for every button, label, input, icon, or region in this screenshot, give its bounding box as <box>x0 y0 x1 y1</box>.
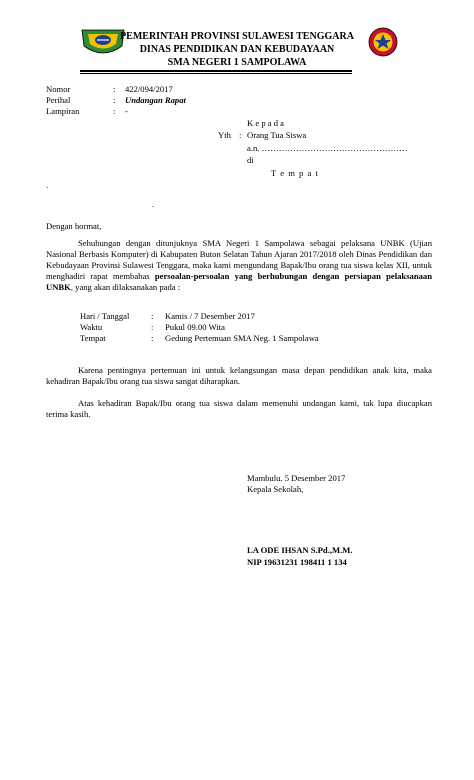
schedule-label: Hari / Tanggal <box>80 311 130 321</box>
perihal-colon: : <box>113 95 116 105</box>
nomor-value: 422/094/2017 <box>125 84 173 94</box>
yth-label: Yth <box>218 130 231 140</box>
schedule-value: Gedung Pertemuan SMA Neg. 1 Sampolawa <box>165 333 319 343</box>
schedule-colon: : <box>151 333 154 343</box>
recipient-name: Orang Tua Siswa <box>247 130 307 140</box>
yth-colon: : <box>239 130 242 140</box>
signer-nip: NIP 19631231 198411 1 134 <box>247 557 347 567</box>
schedule-value: Kamis / 7 Desember 2017 <box>165 311 255 321</box>
greeting: Dengan hormat, <box>46 221 102 231</box>
letterhead-rule-thin <box>80 73 352 74</box>
schedule-label: Waktu <box>80 322 103 332</box>
stray-dot: . <box>152 199 155 209</box>
lampiran-value: - <box>125 106 128 116</box>
place-date: Mambulu. 5 Desember 2017 <box>247 473 346 483</box>
paragraph-1-bold: persoalan-persoalan yang berhubungan dengan persiapan pelaksanaan UNBK <box>46 271 432 292</box>
lampiran-label: Lampiran <box>46 106 80 116</box>
schedule-label: Tempat <box>80 333 106 343</box>
schedule-colon: : <box>151 311 154 321</box>
recipient-tempat: T e m p a t <box>271 168 319 178</box>
recipient-an: a.n. …………………………………………… <box>247 143 408 153</box>
paragraph-3: Atas kehadiran Bapak/Ibu orang tua siswa dalam memenuhi undangan kami, tak lupa diucapkan terima kasih. <box>46 398 432 419</box>
nomor-label: Nomor <box>46 84 71 94</box>
schedule-value: Pukul 09.00 Wita <box>165 322 225 332</box>
paragraph-1 <box>46 238 432 293</box>
paragraph-1-text: Sehubungan dengan ditunjuknya SMA Negeri 1 Sampolawa sebagai pelaksana UNBK (Ujian Nasional Berbasis Komputer) di Kabupaten Buton Selatan Tahun Ajaran 2017/2018 oleh Dinas Pendidikan dan Kebudayaan Provinsi Sulawesi Tenggara, maka kami mengundang Bapak/Ibu orang tua siswa kelas XII, untuk menghadiri rapat membahas <box>46 238 432 281</box>
letterhead-line-3: SMA NEGERI 1 SAMPOLAWA <box>167 57 307 68</box>
schedule-colon: : <box>151 322 154 332</box>
signer-title: Kepala Sekolah, <box>247 484 304 494</box>
letterhead-rule-thick <box>80 70 352 72</box>
letterhead-line-2: DINAS PENDIDIKAN DAN KEBUDAYAAN <box>139 44 335 55</box>
lampiran-colon: : <box>113 106 116 116</box>
perihal-value: Undangan Rapat <box>125 95 186 105</box>
paragraph-1-end: , yang akan dilaksanakan pada : <box>70 282 181 292</box>
signer-name: LA ODE IHSAN S.Pd.,M.M. <box>247 545 353 555</box>
paragraph-2: Karena pentingnya pertemuan ini untuk kelangsungan masa depan pendidikan anak kita, maka kehadiran Bapak/Ibu orang tua siswa sangat diharapkan. <box>46 365 432 386</box>
stray-dot: . <box>46 180 49 190</box>
recipient-di: di <box>247 155 254 165</box>
kepada-label: K e p a d a <box>247 118 284 128</box>
nomor-colon: : <box>113 84 116 94</box>
letterhead-line-1: PEMERINTAH PROVINSI SULAWESI TENGGARA <box>120 31 354 42</box>
perihal-label: Perihal <box>46 95 71 105</box>
